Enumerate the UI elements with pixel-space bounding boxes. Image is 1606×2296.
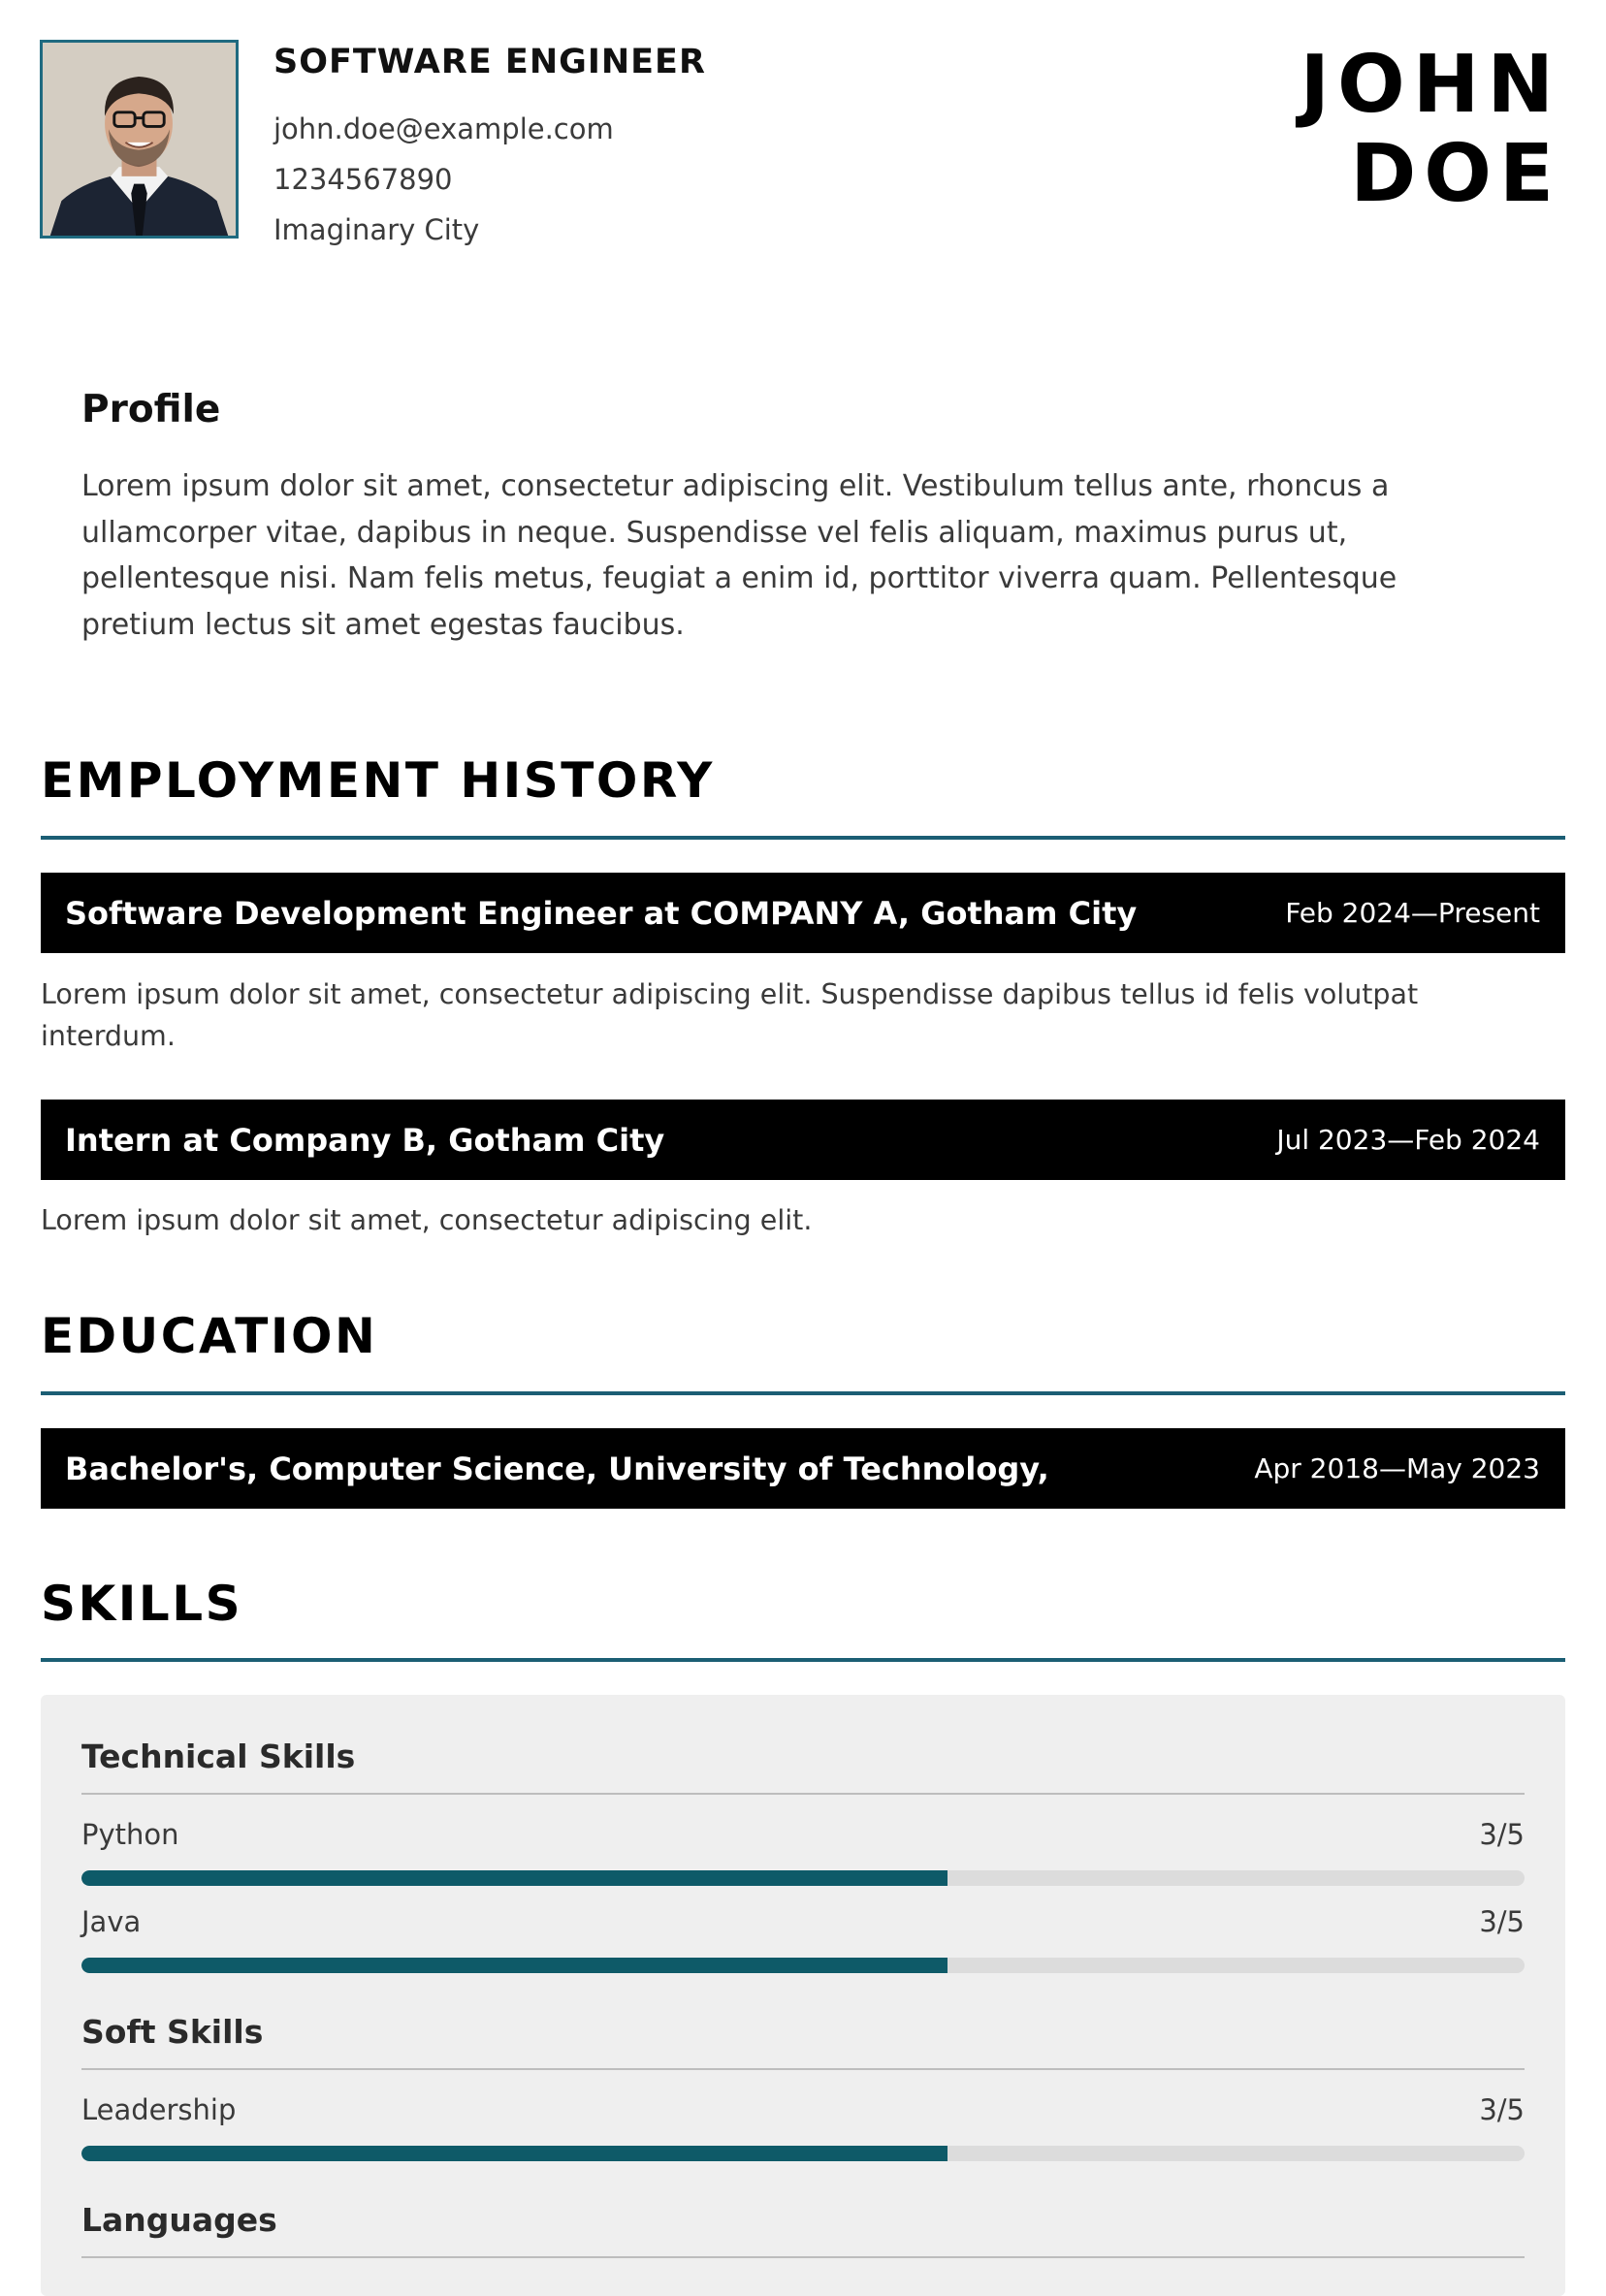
skill-name: Java (81, 1905, 142, 1938)
skills-heading: SKILLS (41, 1576, 243, 1632)
name-last: DOE (1350, 128, 1561, 220)
profile-text: Lorem ipsum dolor sit amet, consectetur adipiscing elit. Vestibulum tellus ante, rhoncus a ullamcorper vitae, dapibus in neque. Suspendisse vel felis aliquam, maximus purus ut, pellentesque nisi. Nam felis metus, feugiat a enim id, porttitor viverra quam. Pellentesque pretium lectus sit amet egestas faucibus. (81, 469, 1397, 642)
skills-panel (41, 1695, 1565, 2296)
education-heading: EDUCATION (41, 1308, 378, 1364)
education-divider (41, 1391, 1565, 1395)
entry-dates: Apr 2018—May 2023 (1254, 1452, 1540, 1484)
skill-row-leadership (81, 2093, 1525, 2161)
skill-row-python (81, 1818, 1525, 1886)
candidate-name (1301, 41, 1561, 219)
employment-divider (41, 836, 1565, 840)
skill-group-title-languages: Languages (81, 2201, 277, 2239)
skill-group-title-soft: Soft Skills (81, 2013, 264, 2051)
skill-name: Leadership (81, 2093, 237, 2126)
skills-divider (41, 1658, 1565, 1662)
skill-group-divider (81, 2256, 1525, 2258)
skill-name: Python (81, 1818, 179, 1851)
skill-progress-fill (81, 1870, 948, 1886)
skill-group-divider (81, 2068, 1525, 2070)
employment-entry-1 (41, 873, 1565, 953)
employment-heading: EMPLOYMENT HISTORY (41, 752, 715, 809)
education-entry-1 (41, 1428, 1565, 1509)
entry-dates: Feb 2024—Present (1285, 897, 1540, 929)
skill-group-divider (81, 1793, 1525, 1795)
skill-level: 3/5 (1479, 1905, 1525, 1938)
contact-phone: 1234567890 (273, 163, 453, 196)
contact-city: Imaginary City (273, 213, 480, 246)
contact-email[interactable]: john.doe@example.com (273, 112, 614, 145)
skill-row-java (81, 1905, 1525, 1973)
skill-progress-track (81, 2146, 1525, 2161)
person-portrait-icon (43, 43, 236, 236)
entry-title: Intern at Company B, Gotham City (65, 1121, 665, 1159)
skill-level: 3/5 (1479, 1818, 1525, 1851)
skill-progress-fill (81, 1958, 948, 1973)
skill-group-title-technical: Technical Skills (81, 1738, 356, 1775)
entry-description: Lorem ipsum dolor sit amet, consectetur adipiscing elit. Suspendisse dapibus tellus id felis volutpat interdum. (41, 978, 1419, 1052)
skill-progress-fill (81, 2146, 948, 2161)
entry-title: Software Development Engineer at COMPANY A, Gotham City (65, 894, 1138, 932)
entry-title: Bachelor's, Computer Science, University of Technology, (65, 1450, 1049, 1487)
entry-dates: Jul 2023—Feb 2024 (1276, 1124, 1540, 1156)
entry-description: Lorem ipsum dolor sit amet, consectetur adipiscing elit. (41, 1204, 813, 1236)
job-title: SOFTWARE ENGINEER (273, 43, 706, 81)
profile-heading: Profile (81, 388, 221, 431)
skill-level: 3/5 (1479, 2093, 1525, 2126)
skill-progress-track (81, 1958, 1525, 1973)
skill-progress-track (81, 1870, 1525, 1886)
name-first: JOHN (1300, 39, 1561, 131)
profile-photo (40, 40, 239, 239)
employment-entry-2 (41, 1100, 1565, 1180)
